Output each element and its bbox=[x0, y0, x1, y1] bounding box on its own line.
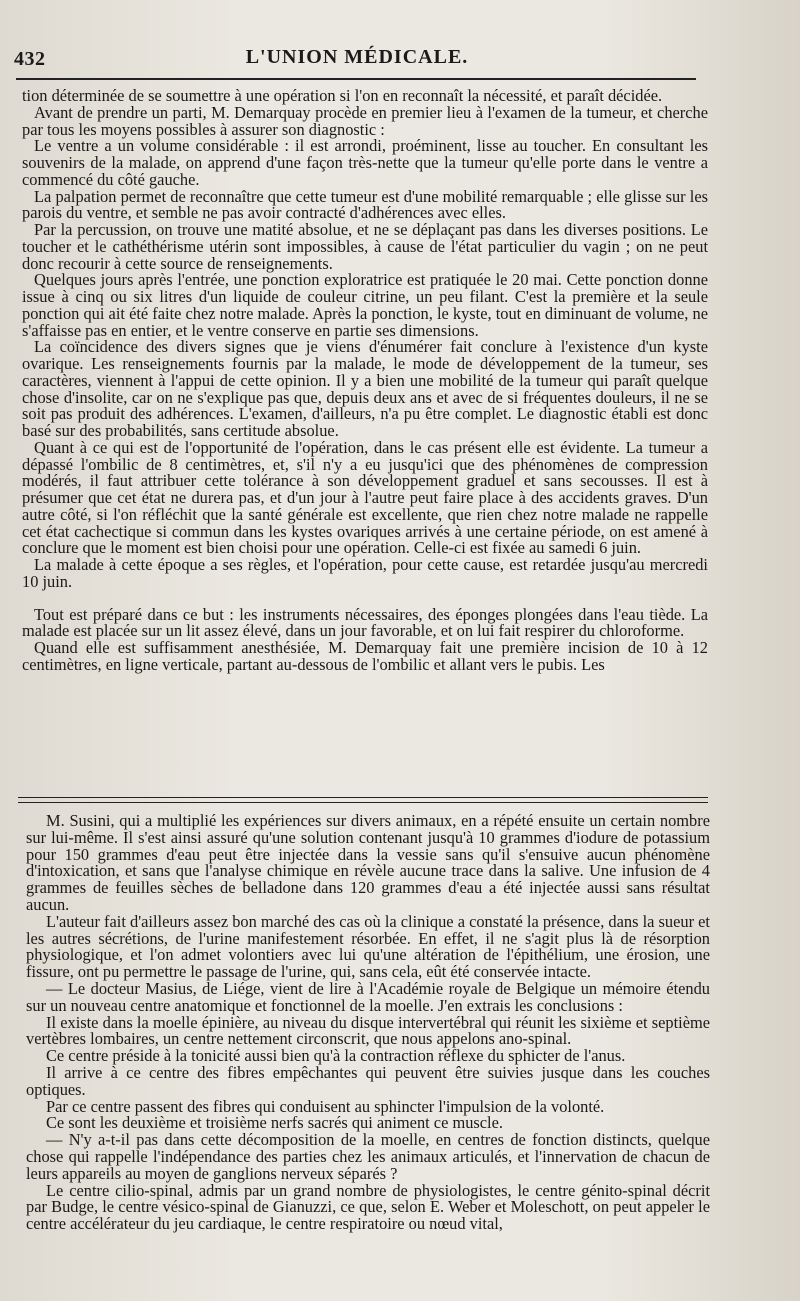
article-paragraph: La palpation permet de reconnaître que cette tumeur est d'une mobilité remarquable ; elle glisse sur les parois du ventre, et semble ne pas avoir contracté d'adhérences avec elles. bbox=[22, 186, 708, 223]
feuilleton-separator bbox=[18, 797, 708, 803]
article-body bbox=[22, 88, 708, 674]
feuilleton-paragraph: Ce centre préside à la tonicité aussi bien qu'à la contraction réflexe du sphicter de l'anus. bbox=[46, 1046, 626, 1066]
article-paragraph: Quelques jours après l'entrée, une ponction exploratrice est pratiquée le 20 mai. Cette ponction donne issue à cinq ou six litres d'un liquide de couleur citrine, un peu filant. C'est la première et la seule ponction qui ait été faite chez notre malade. Après la ponction, le kyste, tout en diminuant de volume, ne s'affaisse pas en entier, et le ventre conserve en partie ses dimensions. bbox=[22, 270, 708, 340]
header-rule bbox=[16, 78, 696, 80]
article-paragraph: La coïncidence des divers signes que je viens d'énumérer fait conclure à l'existence d'un kyste ovarique. Les renseignements fournis par la malade, le mode de développement de la tumeur, ses caractères, viennent à l'appui de cette opinion. Il y a bien une mobilité de la tumeur qui paraît quelque chose d'insolite, car on ne s'explique pas que, depuis deux ans et avec de si fréquentes douleurs, il ne se soit pas produit des adhérences. L'examen, d'ailleurs, n'a pu être complet. Le diagnostic établi est donc basé sur des probabilités, sans certitude absolue. bbox=[22, 337, 708, 440]
feuilleton-paragraph: Il existe dans la moelle épinière, au niveau du disque intervertébral qui réunit les sixième et septième vertèbres lombaires, un centre nettement circonscrit, que nous appelons ano-spinal. bbox=[26, 1012, 710, 1049]
feuilleton-paragraph: Il arrive à ce centre des fibres empêchantes qui peuvent être suivies jusque dans les couches optiques. bbox=[26, 1062, 710, 1099]
feuilleton-paragraph: Le centre cilio-spinal, admis par un grand nombre de physiologistes, le centre génito-spinal décrit par Budge, le centre vésico-spinal de Gianuzzi, ce que, selon E. Weber et Moleschott, on peut appeler le centre accélérateur du jeu cardiaque, le centre respiratoire ou nœud vital, bbox=[26, 1180, 710, 1234]
feuilleton-body bbox=[26, 813, 710, 1233]
feuilleton-paragraph: — Le docteur Masius, de Liége, vient de lire à l'Académie royale de Belgique un mémoire étendu sur un nouveau centre anatomique et fonctionnel de la moelle. J'en extrais les conclusions : bbox=[26, 978, 710, 1015]
page-header bbox=[14, 44, 700, 72]
feuilleton-paragraph: Ce sont les deuxième et troisième nerfs sacrés qui animent ce muscle. bbox=[46, 1113, 503, 1133]
page-number: 432 bbox=[14, 48, 46, 70]
article-paragraph: Tout est préparé dans ce but : les instruments nécessaires, des éponges plongées dans l'eau tiède. La malade est placée sur un lit assez élevé, dans un jour favorable, et on lui fait respirer du chloroforme. bbox=[22, 604, 708, 641]
feuilleton-paragraph: M. Susini, qui a multiplié les expériences sur divers animaux, en a répété ensuite un certain nombre sur lui-même. Il s'est ainsi assuré qu'une solution contenant jusqu'à 10 grammes d'iodure de potassium pour 150 grammes d'eau peut être injectée dans la vessie sans qu'il s'ensuive aucun phénomène d'intoxication, et sans que l'analyse chimique en révèle aucune trace dans la salive. Une infusion de 4 grammes de feuilles sèches de belladone dans 120 grammes d'eau a été injectée aussi sans résultat aucun. bbox=[26, 811, 710, 914]
article-paragraph: La malade à cette époque a ses règles, et l'opération, pour cette cause, est retardée jusqu'au mercredi 10 juin. bbox=[22, 555, 708, 591]
article-paragraph: Le ventre a un volume considérable : il est arrondi, proéminent, lisse au toucher. En consultant les souvenirs de la malade, on apprend d'une façon très-nette que la tumeur qu'elle porte dans le ventre a commencé du côté gauche. bbox=[22, 136, 708, 189]
feuilleton-paragraph: L'auteur fait d'ailleurs assez bon marché des cas où la clinique a constaté la présence, dans la sueur et les autres sécrétions, de l'urine manifestement résorbée. En effet, il ne s'agit plus là de résorption physiologique, et l'on admet volontiers avec lui qu'une altération de l'épithélium, une érosion, une fissure, ont pu permettre le passage de l'urine, qui, sans cela, eût été conservée intacte. bbox=[26, 911, 710, 982]
article-paragraph: tion déterminée de se soumettre à une opération si l'on en reconnaît la nécessité, et paraît décidée. bbox=[22, 86, 663, 105]
article-paragraph: Par la percussion, on trouve une matité absolue, et ne se déplaçant pas dans les diverses positions. Le toucher et le cathéthérisme utérin sont impossibles, à cause de l'état particulier du vagin ; on ne peut donc recourir à cette source de renseignements. bbox=[22, 220, 708, 273]
feuilleton-paragraph: Par ce centre passent des fibres qui conduisent au sphincter l'impulsion de la volonté. bbox=[46, 1096, 605, 1116]
article-paragraph: Quant à ce qui est de l'opportunité de l'opération, dans le cas présent elle est évidente. La tumeur a dépassé l'ombilic de 8 centimètres, et, s'il n'y a eu jusqu'ici que des phénomènes de compression modérés, il faut attribuer cette tolérance à son développement graduel et sans secousses. Il est à présumer que cet état ne durera pas, et d'un jour à l'autre peut faire place à des accidents graves. D'un autre côté, si l'on réfléchit que la santé générale est excellente, que rien chez notre malade ne rappelle cet état cachectique si commun dans les kystes ovariques arrivés à une certaine période, on est amené à conclure que le moment est bien choisi pour une opération. Celle-ci est fixée au samedi 6 juin. bbox=[22, 437, 708, 558]
article-paragraph: Avant de prendre un parti, M. Demarquay procède en premier lieu à l'examen de la tumeur, et cherche par tous les moyens possibles à assurer son diagnostic : bbox=[22, 102, 708, 139]
feuilleton-paragraph: — N'y a-t-il pas dans cette décomposition de la moelle, en centres de fonction distincts, quelque chose qui rappelle l'indépendance des parties chez les animaux articulés, et l'innervation de chacun de leurs appareils au moyen de ganglions nerveux séparés ? bbox=[26, 1130, 710, 1183]
article-paragraph: Quand elle est suffisamment anesthésiée, M. Demarquay fait une première incision de 10 à 12 centimètres, en ligne verticale, partant au-dessous de l'ombilic et allant vers le pubis. Les bbox=[22, 638, 708, 674]
running-title: L'UNION MÉDICALE. bbox=[245, 46, 469, 68]
